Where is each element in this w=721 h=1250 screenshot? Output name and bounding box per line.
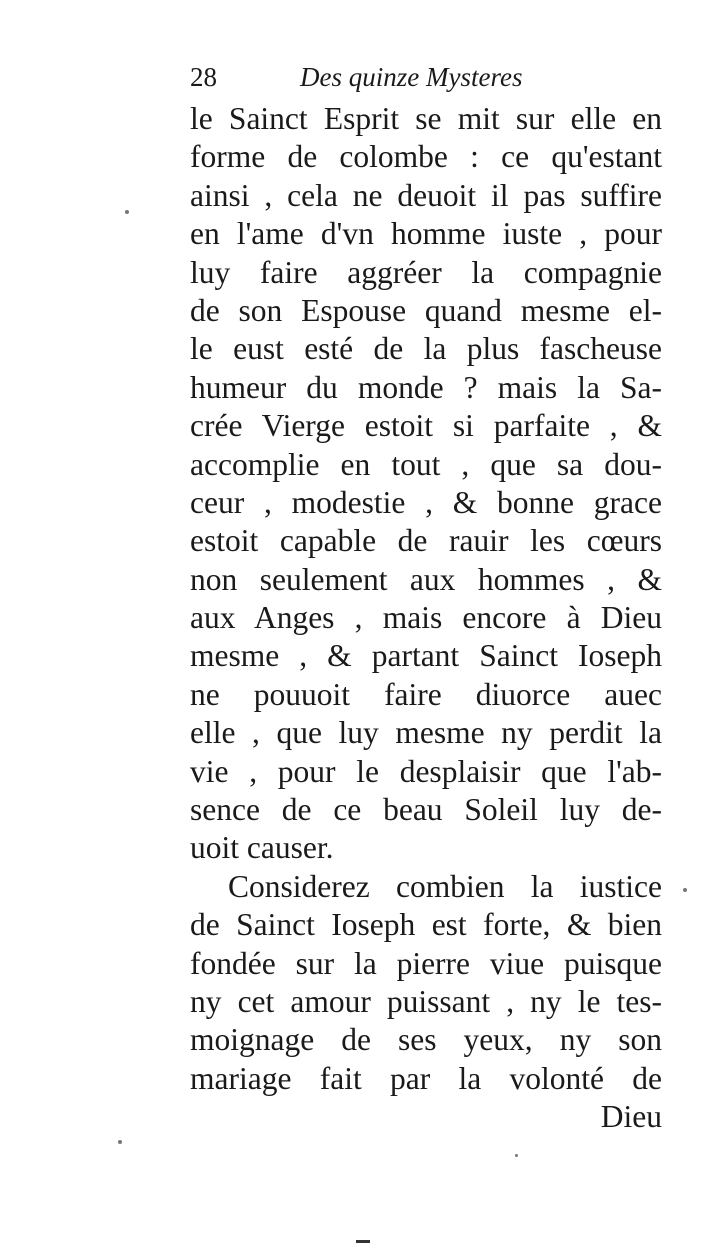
- text-line: vie , pour le desplaisir que l'ab-: [190, 753, 662, 789]
- bottom-mark: [356, 1240, 370, 1243]
- ink-speck: [683, 888, 687, 892]
- text-line: elle , que luy mesme ny perdit la: [190, 715, 662, 751]
- text-line: en l'ame d'vn homme iuste , pour: [190, 216, 662, 252]
- text-line: non seulement aux hommes , &: [190, 561, 662, 597]
- text-line: le Sainct Esprit se mit sur elle en: [190, 101, 662, 136]
- text-line: de son Espouse quand mesme el-: [190, 292, 662, 328]
- body-text: [190, 100, 662, 1137]
- text-line: estoit capable de rauir les cœurs: [190, 523, 662, 559]
- text-line: humeur du monde ? mais la Sa-: [190, 369, 662, 405]
- ink-speck: [125, 210, 129, 214]
- text-line: sence de ce beau Soleil luy de-: [190, 792, 662, 828]
- text-line: de Sainct Ioseph est forte, & bien: [190, 907, 662, 943]
- text-line: accomplie en tout , que sa dou-: [190, 446, 662, 482]
- text-line: forme de colombe : ce qu'estant: [190, 139, 662, 175]
- text-line: ny cet amour puissant , ny le tes-: [190, 983, 662, 1019]
- text-line: le eust esté de la plus fascheuse: [190, 331, 662, 367]
- text-line: ne pouuoit faire diuorce auec: [190, 676, 662, 712]
- text-line: ceur , modestie , & bonne grace: [190, 484, 662, 520]
- text-line: ainsi , cela ne deuoit il pas suffire: [190, 177, 662, 213]
- catchword: Dieu: [600, 1099, 662, 1135]
- ink-speck: [118, 1140, 122, 1144]
- text-line: aux Anges , mais encore à Dieu: [190, 600, 662, 636]
- text-line: moignage de ses yeux, ny son: [190, 1022, 662, 1058]
- text-line: luy faire aggréer la compagnie: [190, 254, 662, 290]
- ink-speck: [515, 1154, 518, 1157]
- text-line: uoit causer.: [190, 830, 334, 866]
- text-line: mesme , & partant Sainct Ioseph: [190, 638, 662, 674]
- text-line: Considerez combien la iustice: [228, 868, 662, 904]
- text-line: mariage fait par la volonté de: [190, 1060, 662, 1096]
- page-header: [190, 58, 670, 98]
- running-title: Des quinze Mysteres: [300, 62, 523, 92]
- text-line: fondée sur la pierre viue puisque: [190, 945, 662, 981]
- page-number: 28: [190, 62, 217, 92]
- text-line: crée Vierge estoit si parfaite , &: [190, 408, 662, 444]
